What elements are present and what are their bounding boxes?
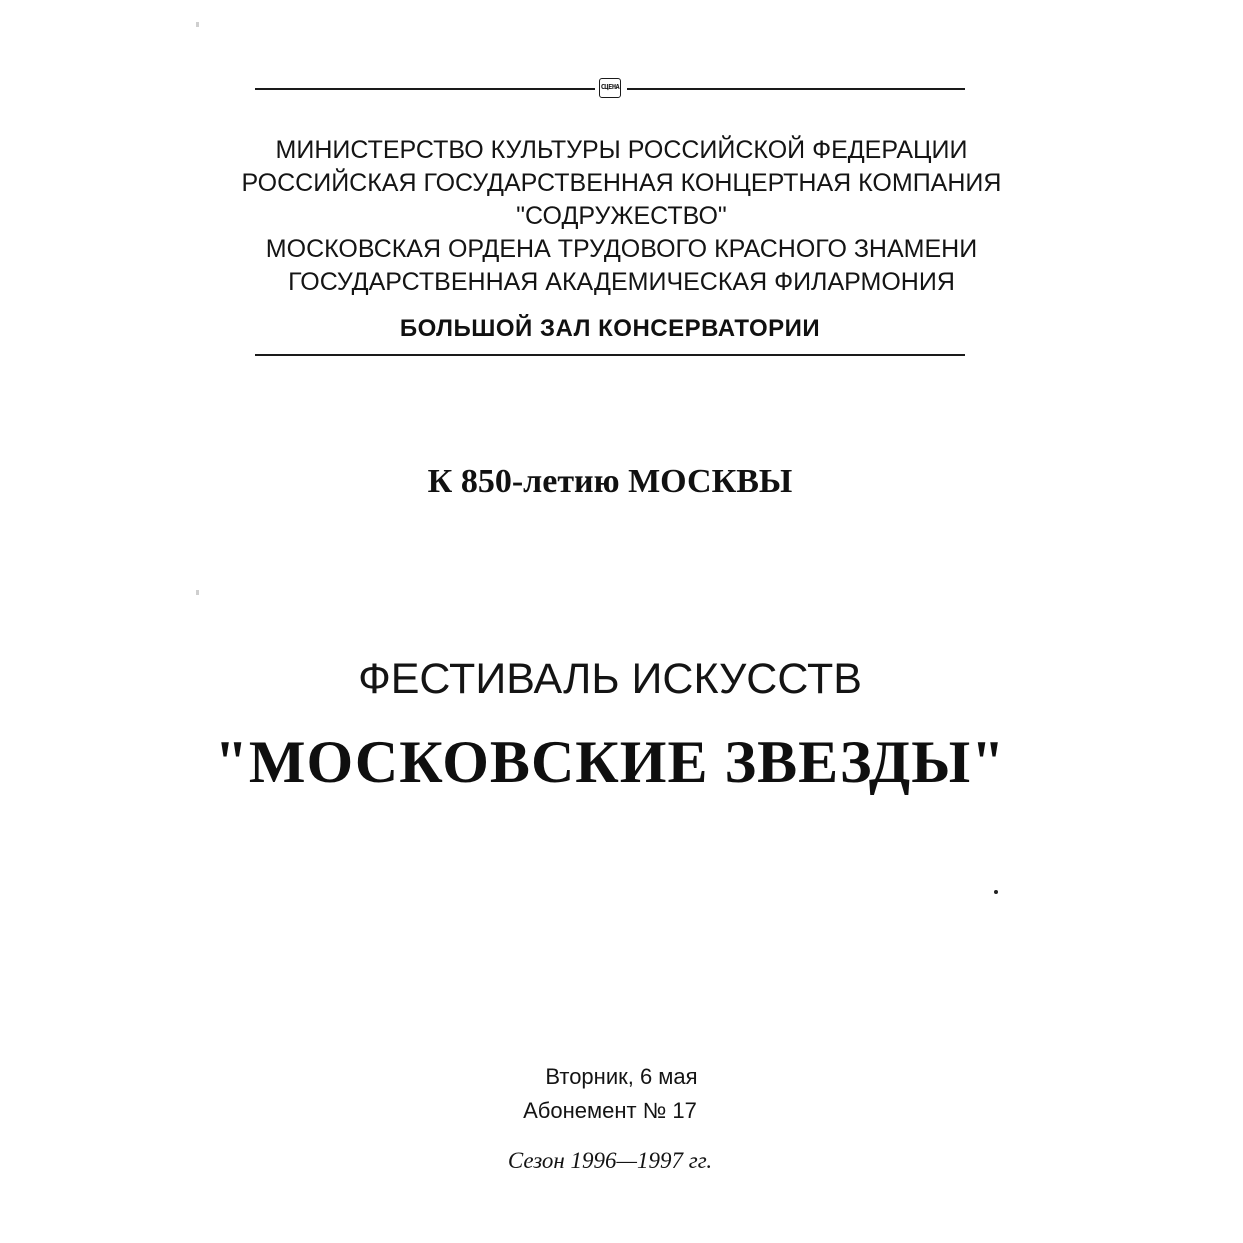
festival-heading: ФЕСТИВАЛЬ ИСКУССТВ <box>358 655 862 703</box>
org-line-philharmonic-order: МОСКОВСКАЯ ОРДЕНА ТРУДОВОГО КРАСНОГО ЗНАМЕНИ <box>265 235 978 263</box>
concert-date: Вторник, 6 мая <box>545 1064 698 1089</box>
org-line-concert-company: РОССИЙСКАЯ ГОСУДАРСТВЕННАЯ КОНЦЕРТНАЯ КОМПАНИЯ <box>241 169 1002 197</box>
season-line: Сезон 1996—1997 гг. <box>507 1148 713 1173</box>
venue-title: БОЛЬШОЙ ЗАЛ КОНСЕРВАТОРИИ <box>399 315 821 342</box>
top-rule-right <box>627 88 965 90</box>
org-line-sodruzhestvo: "СОДРУЖЕСТВО" <box>516 202 727 230</box>
anniversary-line: К 850-летию МОСКВЫ <box>427 463 793 500</box>
org-line-ministry: МИНИСТЕРСТВО КУЛЬТУРЫ РОССИЙСКОЙ ФЕДЕРАЦИИ <box>275 136 968 164</box>
top-rule <box>255 83 965 91</box>
org-line-philharmonic: ГОСУДАРСТВЕННАЯ АКАДЕМИЧЕСКАЯ ФИЛАРМОНИЯ <box>288 268 955 296</box>
top-rule-left <box>255 88 595 90</box>
festival-name: "МОСКОВСКИЕ ЗВЕЗДЫ" <box>214 729 1006 795</box>
subscription-number: Абонемент № 17 <box>523 1098 697 1123</box>
theater-emblem-icon: СЦЕНА <box>599 78 621 98</box>
organizations-block <box>0 134 1243 299</box>
edge-mark <box>196 590 199 595</box>
ink-speck <box>994 890 998 894</box>
header-bottom-rule <box>255 354 965 356</box>
edge-mark <box>196 22 199 27</box>
